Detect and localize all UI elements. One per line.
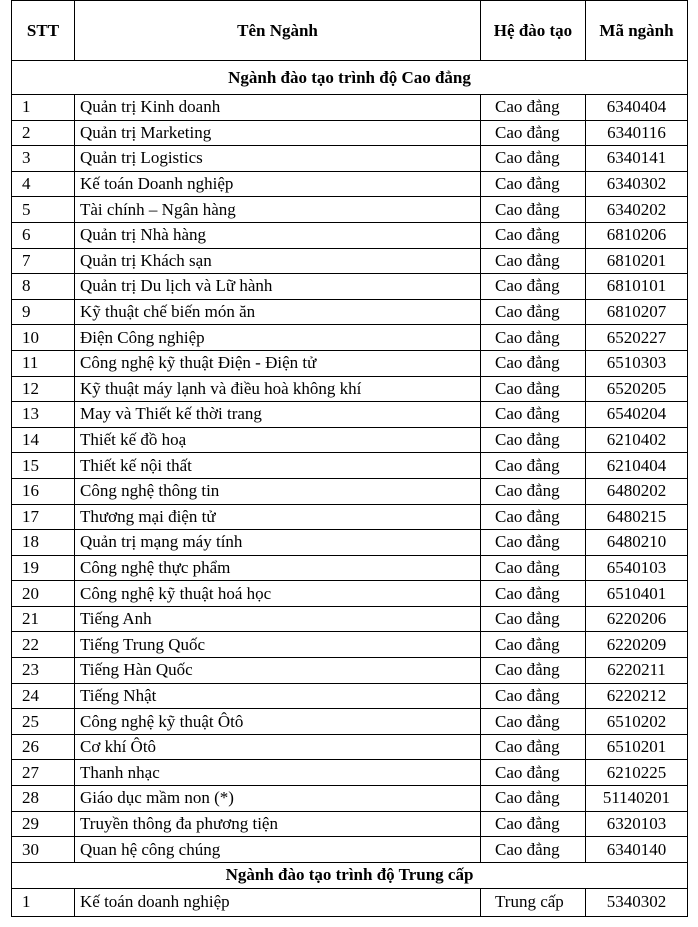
cell-code: 6520205 (586, 376, 688, 402)
section-title: Ngành đào tạo trình độ Trung cấp (12, 862, 688, 888)
cell-name: Công nghệ kỹ thuật hoá học (75, 581, 481, 607)
cell-code: 51140201 (586, 786, 688, 812)
cell-level: Cao đẳng (481, 222, 586, 248)
header-stt: STT (12, 1, 75, 61)
cell-name: Thiết kế nội thất (75, 453, 481, 479)
cell-level: Cao đẳng (481, 402, 586, 428)
cell-code: 6510303 (586, 350, 688, 376)
cell-level: Cao đẳng (481, 683, 586, 709)
cell-level: Cao đẳng (481, 325, 586, 351)
cell-level: Cao đẳng (481, 786, 586, 812)
cell-name: Công nghệ thực phẩm (75, 555, 481, 581)
cell-stt: 10 (12, 325, 75, 351)
table-row (12, 786, 688, 812)
cell-level: Cao đẳng (481, 146, 586, 172)
table-row (12, 888, 688, 916)
table-row (12, 837, 688, 863)
cell-stt: 16 (12, 478, 75, 504)
cell-name: Thương mại điện tử (75, 504, 481, 530)
cell-stt: 12 (12, 376, 75, 402)
cell-level: Cao đẳng (481, 120, 586, 146)
table-row (12, 555, 688, 581)
table-row (12, 811, 688, 837)
table-row (12, 760, 688, 786)
cell-stt: 2 (12, 120, 75, 146)
cell-stt: 3 (12, 146, 75, 172)
table-row (12, 683, 688, 709)
table-row (12, 606, 688, 632)
cell-name: Quản trị mạng máy tính (75, 530, 481, 556)
cell-level: Cao đẳng (481, 709, 586, 735)
cell-name: Thanh nhạc (75, 760, 481, 786)
cell-code: 6810207 (586, 299, 688, 325)
cell-name: Quản trị Du lịch và Lữ hành (75, 274, 481, 300)
cell-code: 6220209 (586, 632, 688, 658)
cell-stt: 24 (12, 683, 75, 709)
cell-name: Truyền thông đa phương tiện (75, 811, 481, 837)
cell-name: Cơ khí Ôtô (75, 734, 481, 760)
table-row (12, 350, 688, 376)
table-row (12, 402, 688, 428)
cell-stt: 27 (12, 760, 75, 786)
cell-stt: 1 (12, 888, 75, 916)
cell-code: 6220206 (586, 606, 688, 632)
table-row (12, 504, 688, 530)
section-row (12, 61, 688, 95)
cell-name: Kỹ thuật chế biến món ăn (75, 299, 481, 325)
cell-code: 6210225 (586, 760, 688, 786)
table-row (12, 146, 688, 172)
cell-level: Cao đẳng (481, 299, 586, 325)
cell-code: 6510202 (586, 709, 688, 735)
cell-stt: 28 (12, 786, 75, 812)
section-title: Ngành đào tạo trình độ Cao đẳng (12, 61, 688, 95)
cell-name: Công nghệ kỹ thuật Ôtô (75, 709, 481, 735)
table-row (12, 478, 688, 504)
cell-code: 6210404 (586, 453, 688, 479)
cell-level: Cao đẳng (481, 760, 586, 786)
cell-name: Tài chính – Ngân hàng (75, 197, 481, 223)
cell-name: Quản trị Marketing (75, 120, 481, 146)
table-row (12, 299, 688, 325)
table-row (12, 248, 688, 274)
cell-level: Cao đẳng (481, 837, 586, 863)
cell-level: Cao đẳng (481, 555, 586, 581)
cell-code: 6220212 (586, 683, 688, 709)
cell-level: Cao đẳng (481, 274, 586, 300)
table-row (12, 376, 688, 402)
cell-level: Trung cấp (481, 888, 586, 916)
table-row (12, 325, 688, 351)
table-row (12, 95, 688, 121)
cell-level: Cao đẳng (481, 632, 586, 658)
cell-code: 6810101 (586, 274, 688, 300)
cell-code: 6210402 (586, 427, 688, 453)
header-code: Mã ngành (586, 1, 688, 61)
header-level: Hệ đào tạo (481, 1, 586, 61)
cell-level: Cao đẳng (481, 658, 586, 684)
cell-stt: 17 (12, 504, 75, 530)
cell-stt: 18 (12, 530, 75, 556)
table-row (12, 530, 688, 556)
cell-level: Cao đẳng (481, 811, 586, 837)
header-row (12, 1, 688, 61)
cell-name: Công nghệ kỹ thuật Điện - Điện tử (75, 350, 481, 376)
cell-code: 6810206 (586, 222, 688, 248)
cell-code: 6220211 (586, 658, 688, 684)
cell-stt: 30 (12, 837, 75, 863)
cell-stt: 14 (12, 427, 75, 453)
programs-table (11, 0, 688, 917)
cell-name: Quan hệ công chúng (75, 837, 481, 863)
cell-stt: 6 (12, 222, 75, 248)
cell-stt: 8 (12, 274, 75, 300)
cell-stt: 13 (12, 402, 75, 428)
cell-name: Tiếng Trung Quốc (75, 632, 481, 658)
cell-name: Kỹ thuật máy lạnh và điều hoà không khí (75, 376, 481, 402)
cell-level: Cao đẳng (481, 376, 586, 402)
cell-stt: 1 (12, 95, 75, 121)
cell-level: Cao đẳng (481, 350, 586, 376)
cell-level: Cao đẳng (481, 427, 586, 453)
cell-stt: 9 (12, 299, 75, 325)
section-row (12, 862, 688, 888)
cell-level: Cao đẳng (481, 504, 586, 530)
cell-code: 6320103 (586, 811, 688, 837)
cell-stt: 7 (12, 248, 75, 274)
cell-name: Điện Công nghiệp (75, 325, 481, 351)
cell-code: 6480215 (586, 504, 688, 530)
cell-stt: 5 (12, 197, 75, 223)
cell-stt: 20 (12, 581, 75, 607)
table-row (12, 171, 688, 197)
cell-name: Quản trị Kinh doanh (75, 95, 481, 121)
cell-code: 6340404 (586, 95, 688, 121)
cell-name: Quản trị Nhà hàng (75, 222, 481, 248)
cell-stt: 29 (12, 811, 75, 837)
table-row (12, 427, 688, 453)
cell-stt: 4 (12, 171, 75, 197)
cell-name: Kế toán Doanh nghiệp (75, 171, 481, 197)
header-name: Tên Ngành (75, 1, 481, 61)
cell-code: 6340140 (586, 837, 688, 863)
cell-name: May và Thiết kế thời trang (75, 402, 481, 428)
cell-stt: 23 (12, 658, 75, 684)
cell-code: 6480210 (586, 530, 688, 556)
cell-level: Cao đẳng (481, 197, 586, 223)
table-row (12, 709, 688, 735)
cell-code: 5340302 (586, 888, 688, 916)
cell-code: 6340141 (586, 146, 688, 172)
cell-level: Cao đẳng (481, 453, 586, 479)
table-row (12, 734, 688, 760)
cell-level: Cao đẳng (481, 95, 586, 121)
cell-code: 6340116 (586, 120, 688, 146)
cell-level: Cao đẳng (481, 734, 586, 760)
cell-code: 6540204 (586, 402, 688, 428)
cell-name: Quản trị Khách sạn (75, 248, 481, 274)
cell-name: Quản trị Logistics (75, 146, 481, 172)
cell-code: 6340202 (586, 197, 688, 223)
cell-code: 6810201 (586, 248, 688, 274)
cell-code: 6510201 (586, 734, 688, 760)
cell-stt: 26 (12, 734, 75, 760)
cell-level: Cao đẳng (481, 171, 586, 197)
cell-stt: 19 (12, 555, 75, 581)
cell-code: 6340302 (586, 171, 688, 197)
table-row (12, 658, 688, 684)
cell-stt: 25 (12, 709, 75, 735)
table-body (12, 61, 688, 917)
cell-code: 6480202 (586, 478, 688, 504)
cell-stt: 15 (12, 453, 75, 479)
cell-name: Tiếng Anh (75, 606, 481, 632)
table-row (12, 197, 688, 223)
table-row (12, 222, 688, 248)
cell-level: Cao đẳng (481, 530, 586, 556)
table-row (12, 120, 688, 146)
table-row (12, 581, 688, 607)
cell-name: Kế toán doanh nghiệp (75, 888, 481, 916)
cell-name: Giáo dục mầm non (*) (75, 786, 481, 812)
cell-name: Tiếng Nhật (75, 683, 481, 709)
cell-level: Cao đẳng (481, 581, 586, 607)
cell-name: Tiếng Hàn Quốc (75, 658, 481, 684)
cell-code: 6520227 (586, 325, 688, 351)
cell-level: Cao đẳng (481, 248, 586, 274)
table-row (12, 274, 688, 300)
table-row (12, 632, 688, 658)
cell-stt: 11 (12, 350, 75, 376)
cell-stt: 22 (12, 632, 75, 658)
cell-level: Cao đẳng (481, 478, 586, 504)
cell-level: Cao đẳng (481, 606, 586, 632)
cell-name: Thiết kế đồ hoạ (75, 427, 481, 453)
cell-code: 6510401 (586, 581, 688, 607)
table-row (12, 453, 688, 479)
cell-code: 6540103 (586, 555, 688, 581)
cell-stt: 21 (12, 606, 75, 632)
cell-name: Công nghệ thông tin (75, 478, 481, 504)
